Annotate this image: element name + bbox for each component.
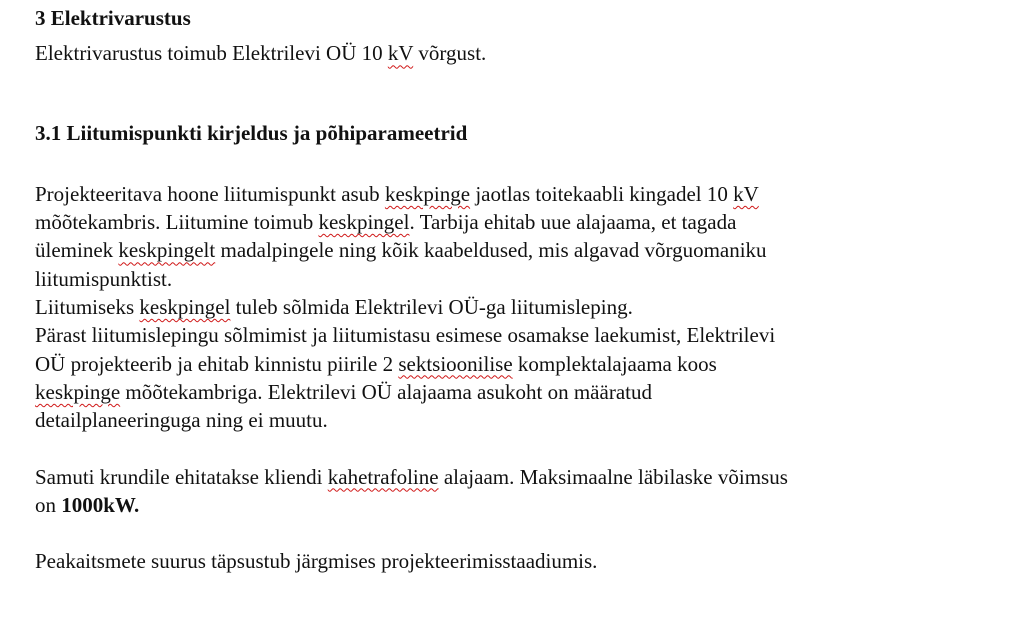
p1-text-a: Projekteeritava hoone liitumispunkt asub [35,181,385,206]
p1-text-b: jaotlas toitekaabli kingadel 10 [470,181,734,206]
spellcheck-word-kahetrafoline: kahetrafoline [327,464,439,489]
max-power-value: 1000kW. [61,492,140,517]
section-intro-paragraph [35,39,975,67]
subsection-heading: 3.1 Liitumispunkti kirjeldus ja põhiparameetrid [35,120,468,145]
paragraph-connection-contract [35,293,975,321]
p2-text-b: tuleb sõlmida Elektrilevi OÜ-ga liitumisleping. [230,295,633,320]
spellcheck-word-kv: kV [387,41,414,66]
p4-text-a: Samuti krundile ehitatakse kliendi [35,464,328,489]
spellcheck-word-keskpingelt: keskpingelt [118,238,216,263]
spellcheck-word-keskpingel-2: keskpingel [139,295,231,320]
p3-text-c: komplektalajaama koos [512,351,717,376]
paragraph-main-fuses: Peakaitsmete suurus täpsustub järgmises projekteerimisstaadiumis. [35,549,598,574]
p3-text-a: Pärast liitumislepingu sõlmimist ja liitumistasu esimese osamakse laekumist, Elektrilevi [35,323,776,348]
section-heading: 3 Elektrivarustus [35,6,191,30]
p1-text-c: mõõtekambris. Liitumine toimub [35,210,319,235]
spellcheck-word-keskpinge: keskpinge [384,181,471,206]
p4-text-c: on [35,492,62,517]
p1-text-f: madalpingele ning kõik kaabeldused, mis algavad võrguomaniku [215,238,767,263]
spellcheck-word-keskpinge-2: keskpinge [35,379,121,404]
paragraph-connection-point [35,180,975,293]
intro-text-1: Elektrivarustus toimub Elektrilevi OÜ 10 [35,41,388,66]
p1-text-d: . Tarbija ehitab uue alajaama, et tagada [409,210,737,235]
paragraph-block-connection [35,180,975,435]
p1-text-g: liitumispunktist. [35,266,173,291]
p1-text-e: üleminek [35,238,119,263]
spellcheck-word-kv-2: kV [733,181,759,206]
paragraph-substation-construction [35,321,975,434]
p2-text-a: Liitumiseks [35,295,140,320]
p3-text-e: detailplaneeringuga ning ei muutu. [35,408,328,433]
document-page [35,0,975,575]
spellcheck-word-keskpingel: keskpingel [318,210,410,235]
p4-text-b: alajaam. Maksimaalne läbilaske võimsus [438,464,788,489]
paragraph-client-substation [35,463,975,520]
spellcheck-word-sektsioonilise: sektsioonilise [398,351,513,376]
p3-text-b: OÜ projekteerib ja ehitab kinnistu piirile 2 [35,351,399,376]
intro-text-2: võrgust. [413,41,487,66]
p3-text-d: mõõtekambriga. Elektrilevi OÜ alajaama asukoht on määratud [120,379,652,404]
